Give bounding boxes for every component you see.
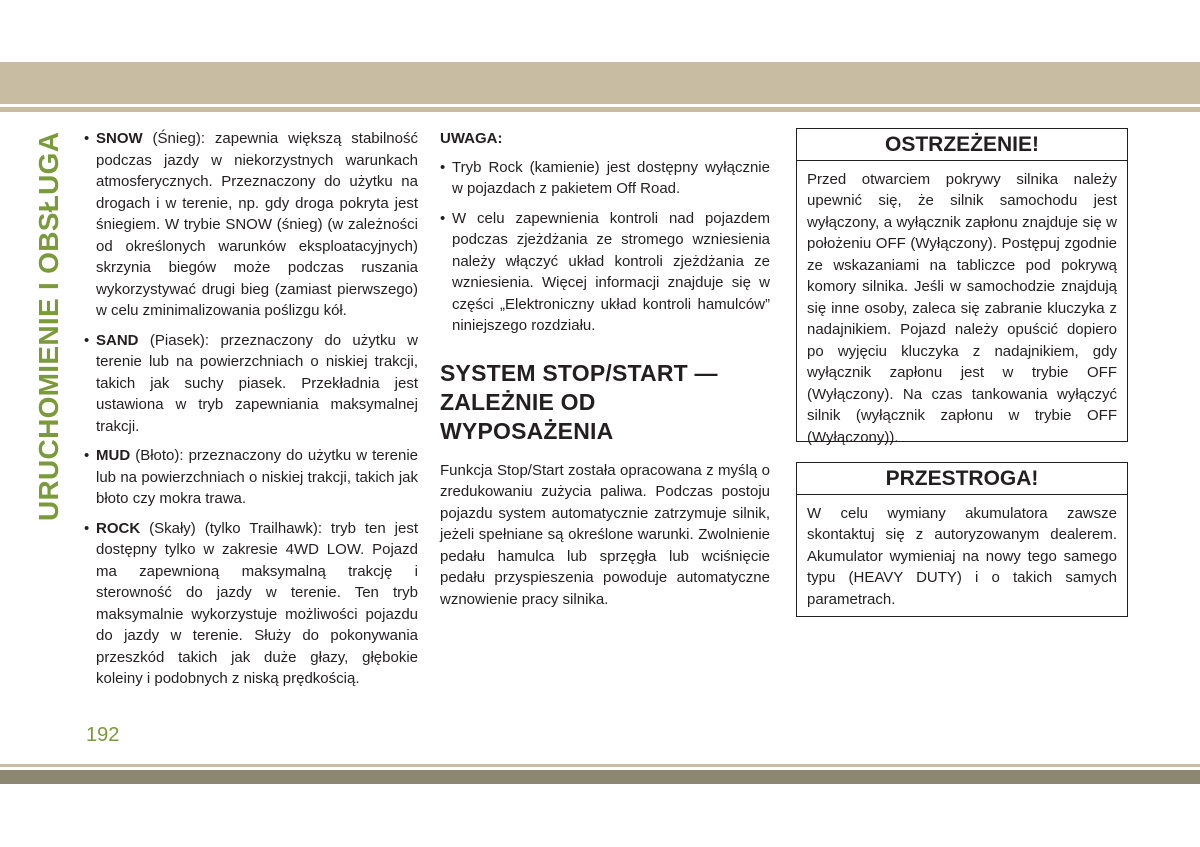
caution-title: PRZESTROGA! (797, 463, 1127, 495)
bullet-icon: • (440, 158, 446, 176)
bullet-icon: • (84, 447, 90, 464)
footer-band (0, 770, 1200, 784)
mode-description: (Piasek): przeznaczony do użytku w terenie lub na powierzchniach o niskiej trakcji, takich jak suchy piasek. Przekładnia jest ustawiona w tryb zapewniania maksymalnej trakcji. (96, 331, 418, 435)
mode-term: ROCK (96, 519, 141, 537)
mode-term: MUD (96, 447, 131, 464)
bullet-icon: • (440, 209, 446, 227)
warning-text: Przed otwarciem pokrywy silnika należy upewnić się, że silnik samochodu jest wyłączony, a wyłącznik zapłonu znajduje się w położeniu OFF (Wyłączony). Postępuj zgodnie ze wskazaniami na tabliczce pod pokrywą komory silnika. Jeśli w samochodzie znajdują się inne osoby, zaleca się zabranie kluczyka z nadajnikiem. Pojazd należy opuścić dopiero po wyjęciu kluczyka z nadajnikiem, gdy wyłącznik zapłonu jest w trybie OFF (Wyłączony). Na czas tankowania wyłączyć silnik (wyłącznik zapłonu w trybie OFF (Wyłączony)). (807, 170, 1117, 446)
list-item (84, 445, 418, 510)
note-text: W celu zapewnienia kontroli nad pojazdem podczas zjeżdżania ze stromego wzniesienia należy włączyć układ kontroli zjeżdżania ze wzniesienia. Więcej informacji znajduje się w części „Elektroniczny układ kontroli hamulców” niniejszego rozdziału. (452, 209, 770, 334)
section-heading: SYSTEM STOP/START — ZALEŻNIE OD WYPOSAŻENIA (440, 359, 718, 444)
warning-title: OSTRZEŻENIE! (797, 129, 1127, 161)
bullet-icon: • (84, 331, 90, 349)
note-item (440, 157, 770, 200)
caution-box (796, 462, 1128, 617)
page-number: 192 (86, 724, 120, 746)
note-text: Tryb Rock (kamienie) jest dostępny wyłącznie w pojazdach z pakietem Off Road. (452, 158, 770, 197)
header-rule (0, 107, 1200, 112)
note-heading: UWAGA: (440, 130, 503, 147)
mode-description: (Błoto): przeznaczony do użytku w terenie lub na powierzchniach o niskiej trakcji, takich jak błoto czy mokra trawa. (96, 447, 418, 507)
mode-description: (Skały) (tylko Trailhawk): tryb ten jest dostępny tylko w zakresie 4WD LOW. Pojazd ma zapewnioną maksymalną trakcję i sterowność do jazdy w terenie. Ten tryb maksymalnie wykorzystuje możliwości pojazdu do jazdy w terenie. Służy do pokonywania przeszkód takich jak duże głazy, głębokie koleiny i podobnych z niską prędkością. (96, 519, 418, 687)
column-middle (440, 128, 770, 610)
section-title-vertical: URUCHOMIENIE I OBSŁUGA (33, 131, 64, 521)
list-item (84, 330, 418, 438)
bullet-icon: • (84, 130, 90, 147)
list-item (84, 518, 418, 690)
bullet-icon: • (84, 519, 90, 537)
warning-box (796, 128, 1128, 446)
list-item (84, 128, 418, 322)
body-paragraph: Funkcja Stop/Start została opracowana z myślą o zredukowaniu zużycia paliwa. Podczas postoju pojazdu system automatycznie zatrzymuje silnik, jeżeli spełniane są określone warunki. Zwolnienie pedału hamulca lub sprzęgła lub wciśnięcie pedału przyspieszenia powoduje automatyczne wznowienie pracy silnika. (440, 461, 770, 608)
mode-term: SNOW (96, 130, 143, 147)
column-right (796, 128, 1128, 617)
column-left (84, 128, 418, 698)
header-band (0, 62, 1200, 104)
caution-text: W celu wymiany akumulatora zawsze skontaktuj się z autoryzowanym dealerem. Akumulator wymieniaj na nowy tego samego typu (HEAVY DUTY) i o takich samych parametrach. (807, 504, 1117, 608)
mode-description: (Śnieg): zapewnia większą stabilność podczas jazdy w niekorzystnych warunkach atmosferycznych. Przeznaczony do użytku na drogach i w terenie, np. gdy droga pokryta jest śniegiem. W trybie SNOW (śnieg) (w zależności od określonych warunków eksploatacyjnych) skrzynia biegów może podczas ruszania wykorzystywać drugi bieg (zamiast pierwszego) w celu zminimalizowania poślizgu kół. (96, 130, 418, 319)
mode-term: SAND (96, 331, 139, 349)
footer-rule (0, 764, 1200, 767)
note-item (440, 208, 770, 337)
